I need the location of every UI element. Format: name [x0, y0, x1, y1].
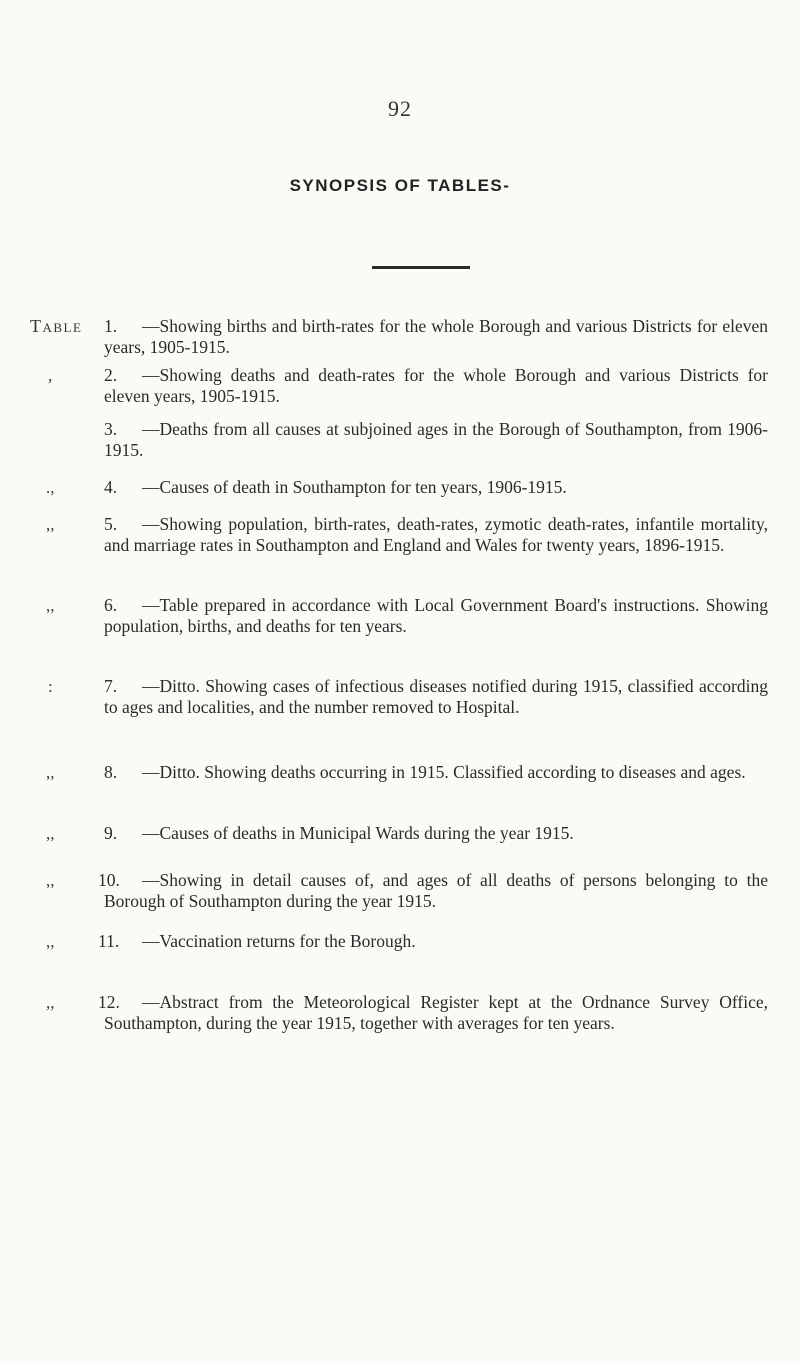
- entry-text: 11. —Vaccination returns for the Borough.: [98, 931, 416, 951]
- entry-text: 5. —Showing population, birth-rates, death-rates, zymotic death-rates, infantile mortality, and marriage rates in Southampton and England and Wales for twenty years, 1896-1915.: [104, 514, 768, 555]
- entry-text: 3. —Deaths from all causes at subjoined ages in the Borough of Southampton, from 1906-1915.: [104, 419, 768, 460]
- entry-lead: :: [48, 677, 53, 696]
- entry-text: 10. —Showing in detail causes of, and ages of all deaths of persons belonging to the Borough of Southampton during the year 1915.: [98, 870, 768, 911]
- entry-lead: ,,: [46, 932, 55, 951]
- entry-lead: ,,: [46, 871, 55, 890]
- entry-text: 9. —Causes of deaths in Municipal Wards during the year 1915.: [104, 823, 574, 843]
- entry-lead: ,,: [46, 993, 55, 1012]
- entry-text: 7. —Ditto. Showing cases of infectious diseases notified during 1915, classified according to ages and localities, and the number removed to Hospital.: [104, 676, 768, 717]
- entry-lead: ,,: [46, 596, 55, 615]
- entry-lead: .,: [46, 478, 55, 497]
- entry-text: 8. —Ditto. Showing deaths occurring in 1915. Classified according to diseases and ages.: [104, 762, 746, 782]
- page-number: 92: [388, 96, 412, 121]
- entry-text: 6. —Table prepared in accordance with Local Government Board's instructions. Showing population, births, and deaths for ten years.: [104, 595, 768, 636]
- entry-lead: ,,: [46, 763, 55, 782]
- entry-dash: —: [142, 316, 160, 336]
- entry-lead: Table: [30, 316, 83, 336]
- page-title: SYNOPSIS OF TABLES-: [289, 176, 511, 195]
- entry-lead: ,,: [46, 824, 55, 843]
- entry-text: 4. —Causes of death in Southampton for ten years, 1906-1915.: [104, 477, 567, 497]
- entry-text: 2. —Showing deaths and death-rates for the whole Borough and various Districts for eleven years, 1905-1915.: [104, 365, 768, 406]
- entry-lead: ,: [48, 366, 53, 385]
- entry-lead: ,,: [46, 515, 55, 534]
- entry-text: 1. —Showing births and birth-rates for the whole Borough and various Districts for eleven years, 1905-1915.: [104, 316, 768, 357]
- title-rule: [372, 266, 470, 269]
- entry-text: 12. —Abstract from the Meteorological Register kept at the Ordnance Survey Office, Southampton, during the year 1915, together with averages for ten years.: [98, 992, 768, 1033]
